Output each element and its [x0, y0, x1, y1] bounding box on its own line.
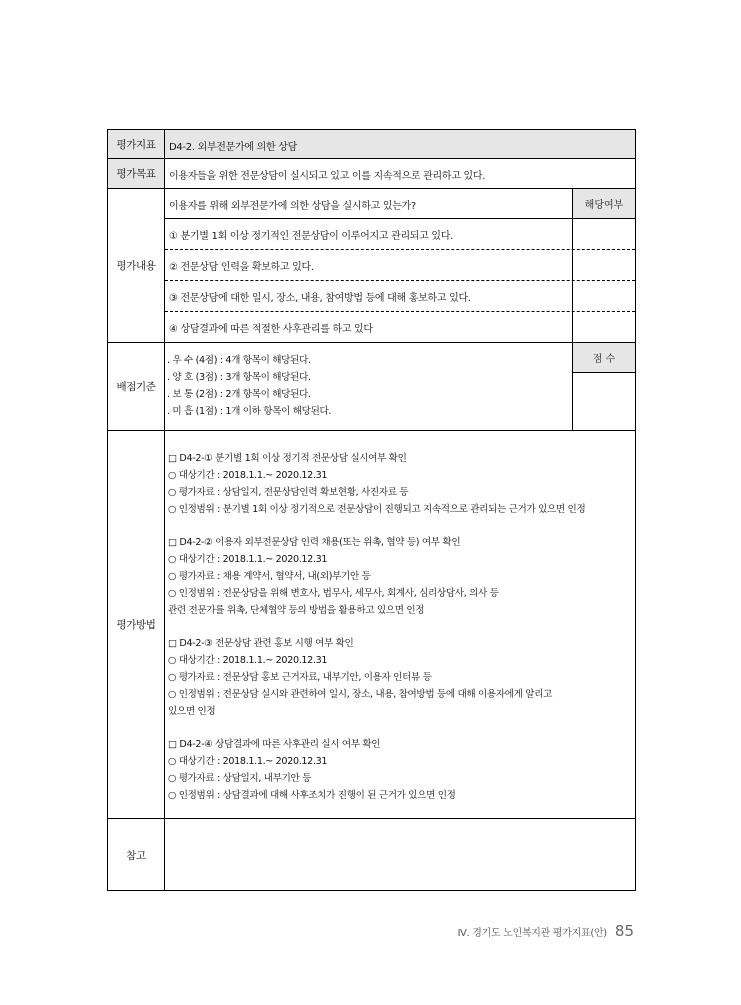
- method-line: ○ 인정범위 : 전문상담 실시와 관련하여 일시, 장소, 내용, 참여방법 등에 대해 이용자에게 알리고: [168, 689, 553, 700]
- applicable-header: 해당여부: [572, 189, 635, 218]
- content-question-row: [165, 189, 635, 219]
- method-label: 평가방법: [108, 431, 165, 818]
- scoring-line: . 보 통 (2점) : 2개 항목이 해당된다.: [167, 389, 311, 400]
- method-line: ○ 평가자료 : 전문상담 홍보 근거자료, 내부기안, 이용자 인터뷰 등: [168, 672, 432, 683]
- content-item: [165, 250, 635, 281]
- page-footer: [458, 922, 634, 940]
- content-item: [165, 281, 635, 312]
- content-question: 이용자를 위해 외부전문가에 의한 상담을 실시하고 있는가?: [169, 201, 416, 212]
- method-line: ○ 대상기간 : 2018.1.1.~ 2020.12.31: [168, 756, 328, 767]
- evaluation-table: [107, 129, 636, 891]
- method-section-title: □ D4-2-① 분기별 1회 이상 정기적 전문상담 실시여부 확인: [168, 453, 407, 464]
- content-item-text: ② 전문상담 인력을 확보하고 있다.: [169, 262, 314, 273]
- reference-cell: [165, 819, 635, 891]
- content-label: 평가내용: [108, 189, 165, 342]
- page-number: 85: [614, 922, 634, 940]
- reference-row: [108, 819, 635, 891]
- method-line: ○ 대상기간 : 2018.1.1.~ 2020.12.31: [168, 554, 328, 565]
- content-row: [108, 189, 635, 343]
- method-line: ○ 인정범위 : 전문상담을 위해 변호사, 법무사, 세무사, 회계사, 심리상담사, 의사 등: [168, 588, 499, 599]
- scoring-row: [108, 343, 635, 431]
- applicable-cell: [572, 219, 635, 249]
- scoring-line: . 우 수 (4점) : 4개 항목이 해당된다.: [167, 355, 311, 366]
- score-cell: [573, 373, 635, 430]
- method-section-title: □ D4-2-④ 상담결과에 따른 사후관리 실시 여부 확인: [168, 739, 381, 750]
- objective-label: 평가목표: [108, 159, 165, 188]
- indicator-row: [108, 130, 635, 159]
- indicator-value: D4-2. 외부전문가에 의한 상담: [169, 142, 297, 153]
- method-row: [108, 431, 635, 819]
- score-header: 점 수: [573, 343, 635, 373]
- scoring-label: 배점기준: [108, 343, 165, 430]
- content-item-text: ① 분기별 1회 이상 정기적인 전문상담이 이루어지고 관리되고 있다.: [169, 231, 453, 242]
- scoring-line: . 양 호 (3점) : 3개 항목이 해당된다.: [167, 372, 311, 383]
- method-line: ○ 인정범위 : 분기별 1회 이상 정기적으로 전문상담이 진행되고 지속적으로 관리되는 근거가 있으면 인정: [168, 504, 586, 515]
- method-line: ○ 인정범위 : 상담결과에 대해 사후조치가 진행이 된 근거가 있으면 인정: [168, 790, 456, 801]
- method-line: ○ 평가자료 : 상담일지, 전문상담인력 확보현황, 사진자료 등: [168, 487, 409, 498]
- method-line: ○ 평가자료 : 채용 계약서, 협약서, 내(외)부기안 등: [168, 571, 371, 582]
- method-section-title: □ D4-2-② 이용자 외부전문상담 인력 채용(또는 위촉, 협약 등) 여부 확인: [168, 537, 461, 548]
- applicable-cell: [572, 312, 635, 342]
- content-item: [165, 219, 635, 250]
- reference-label: 참고: [108, 819, 165, 891]
- method-line: 있으면 인정: [168, 706, 216, 717]
- footer-title: Ⅳ. 경기도 노인복지관 평가지표(안): [457, 928, 607, 939]
- indicator-label: 평가지표: [108, 130, 165, 158]
- scoring-line: . 미 흡 (1점) : 1개 이하 항목이 해당된다.: [167, 406, 332, 417]
- objective-value: 이용자들을 위한 전문상담이 실시되고 있고 이를 지속적으로 관리하고 있다.: [169, 171, 486, 182]
- content-item: [165, 312, 635, 342]
- method-line: 관련 전문가를 위촉, 단체협약 등의 방법을 활용하고 있으면 인정: [168, 605, 425, 616]
- applicable-cell: [572, 281, 635, 311]
- method-line: ○ 평가자료 : 상담일지, 내부기안 등: [168, 773, 312, 784]
- method-line: ○ 대상기간 : 2018.1.1.~ 2020.12.31: [168, 655, 328, 666]
- method-line: ○ 대상기간 : 2018.1.1.~ 2020.12.31: [168, 470, 328, 481]
- content-item-text: ③ 전문상담에 대한 일시, 장소, 내용, 참여방법 등에 대해 홍보하고 있다.: [169, 293, 471, 304]
- objective-row: [108, 159, 635, 189]
- method-section-title: □ D4-2-③ 전문상담 관련 홍보 시행 여부 확인: [168, 638, 354, 649]
- applicable-cell: [572, 250, 635, 280]
- content-item-text: ④ 상담결과에 따른 적절한 사후관리를 하고 있다: [169, 324, 373, 335]
